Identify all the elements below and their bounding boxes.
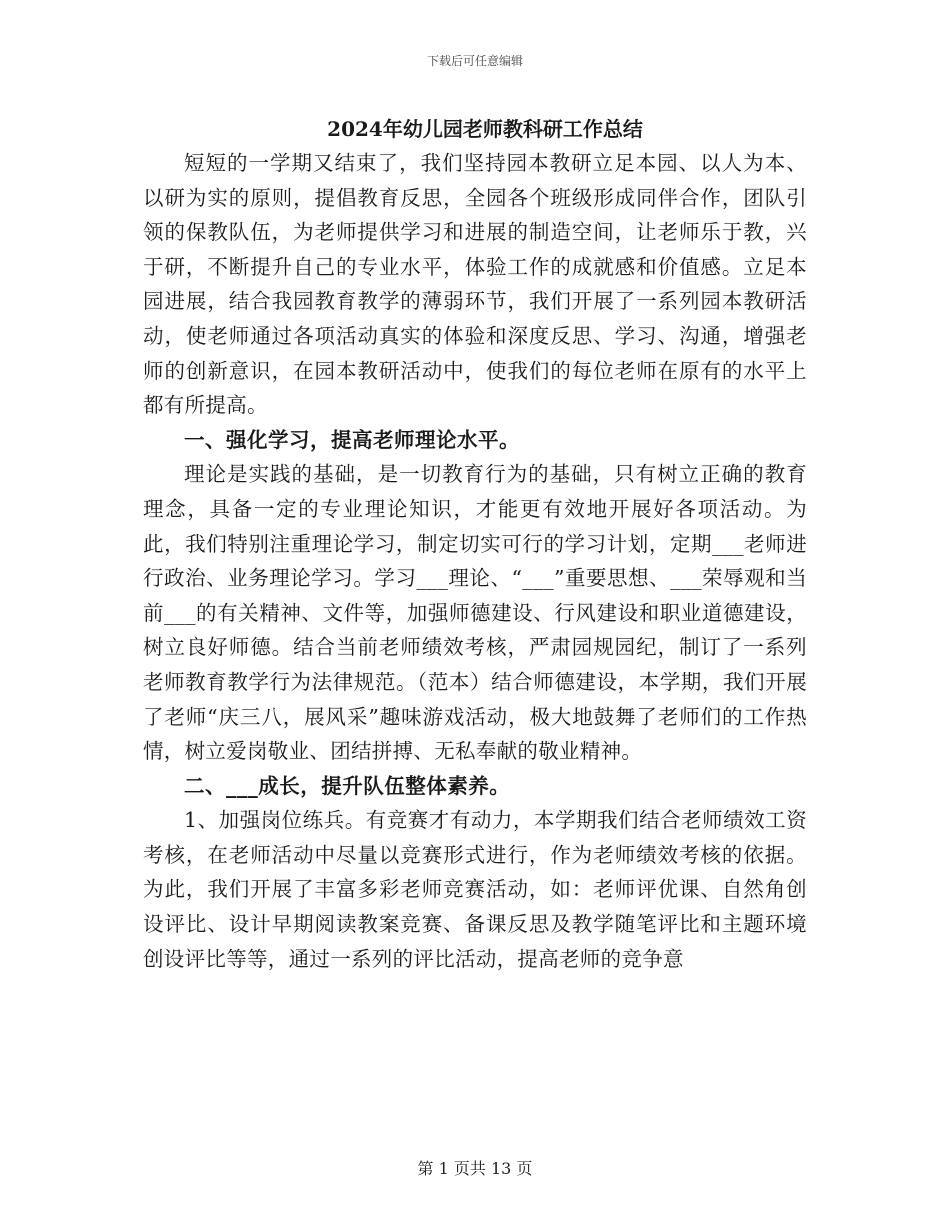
section-1-paragraph: 理论是实践的基础，是一切教育行为的基础，只有树立正确的教育理念，具备一定的专业理论知识，才能更有效地开展好各项活动。为此，我们特别注重理论学习，制定切实可行的学习计划，定期___老师进行政治、业务理论学习。学习___理论、“___”重要思想、___荣辱观和当前___的有关精神、文件等，加强师德建设、行风建设和职业道德建设，树立良好师德。结合当前老师绩效考核，严肃园规园纪，制订了一系列老师教育教学行为法律规范。（范本）结合师德建设，本学期，我们开展了老师“庆三八，展风采”趣味游戏活动，极大地鼓舞了老师们的工作热情，树立爱岗敬业、团结拼搏、无私奉献的敬业精神。 [143, 462, 807, 764]
document-title: 2024年幼儿园老师教科研工作总结 [327, 117, 643, 141]
section-2-paragraph: 1、加强岗位练兵。有竞赛才有动力，本学期我们结合老师绩效工资考核，在老师活动中尽量以竞赛形式进行，作为老师绩效考核的依据。为此，我们开展了丰富多彩老师竞赛活动，如：老师评优课、自然角创设评比、设计早期阅读教案竞赛、备课反思及教学随笔评比和主题环境创设评比等等，通过一系列的评比活动，提高老师的竞争意 [143, 808, 807, 971]
page-footer-number: 第 1 页共 13 页 [417, 1159, 533, 1178]
section-heading-2: 二、___成长，提升队伍整体素养。 [184, 773, 511, 798]
page-header-note: 下载后可任意编辑 [426, 54, 523, 68]
document-body [143, 112, 807, 976]
intro-paragraph: 短短的一学期又结束了，我们坚持园本教研立足本园、以人为本、以研为实的原则，提倡教育反思，全园各个班级形成同伴合作，团队引领的保教队伍，为老师提供学习和进展的制造空间，让老师乐于教，兴于研，不断提升自己的专业水平，体验工作的成就感和价值感。立足本园进展，结合我园教育教学的薄弱环节，我们开展了一系列园本教研活动，使老师通过各项活动真实的体验和深度反思、学习、沟通，增强老师的创新意识，在园本教研活动中，使我们的每位老师在原有的水平上都有所提高。 [143, 151, 807, 418]
section-heading-1: 一、强化学习，提高老师理论水平。 [184, 427, 520, 452]
